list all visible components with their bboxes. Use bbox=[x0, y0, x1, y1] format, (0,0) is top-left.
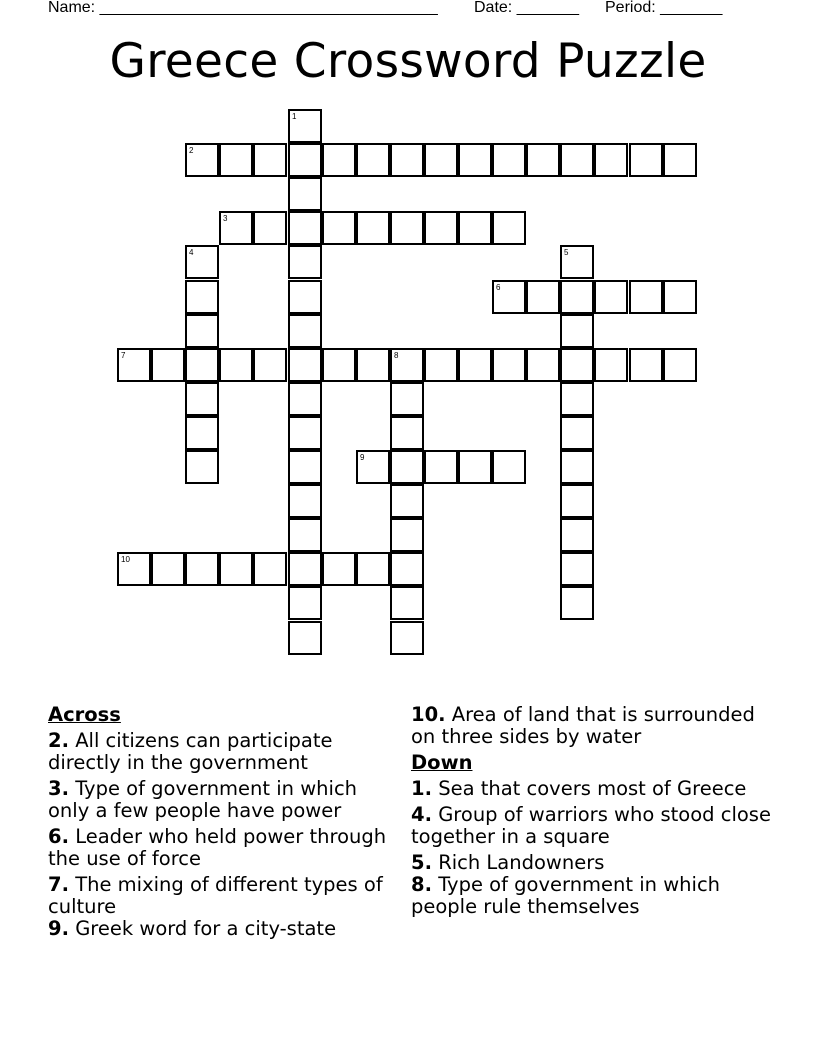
crossword-cell[interactable] bbox=[390, 621, 424, 655]
crossword-cell[interactable] bbox=[594, 280, 628, 314]
crossword-cell[interactable] bbox=[288, 552, 322, 586]
crossword-cell[interactable] bbox=[560, 280, 594, 314]
crossword-cell[interactable] bbox=[390, 382, 424, 416]
crossword-cell[interactable] bbox=[185, 280, 219, 314]
clue-down-5 bbox=[411, 852, 781, 874]
crossword-cell[interactable] bbox=[390, 211, 424, 245]
clue-text: Type of government in which people rule themselves bbox=[411, 873, 721, 918]
clue-number: 1. bbox=[411, 777, 432, 800]
crossword-cell[interactable] bbox=[288, 621, 322, 655]
crossword-cell[interactable] bbox=[390, 348, 424, 382]
clue-number: 3. bbox=[48, 777, 69, 800]
clues-right-column bbox=[411, 704, 781, 922]
clue-number: 7. bbox=[48, 873, 69, 896]
crossword-cell[interactable] bbox=[390, 552, 424, 586]
crossword-cell[interactable] bbox=[288, 143, 322, 177]
crossword-cell[interactable] bbox=[322, 348, 356, 382]
crossword-cell[interactable] bbox=[424, 450, 458, 484]
crossword-cell[interactable] bbox=[185, 348, 219, 382]
crossword-cell[interactable] bbox=[288, 484, 322, 518]
cell-number: 8 bbox=[394, 351, 399, 360]
clue-number: 2. bbox=[48, 729, 69, 752]
crossword-cell[interactable] bbox=[185, 450, 219, 484]
crossword-cell[interactable] bbox=[560, 484, 594, 518]
crossword-cell[interactable] bbox=[288, 314, 322, 348]
clue-across-10 bbox=[411, 704, 781, 748]
crossword-cell[interactable] bbox=[322, 211, 356, 245]
cell-number: 4 bbox=[189, 248, 194, 257]
crossword-cell[interactable] bbox=[185, 382, 219, 416]
crossword-cell[interactable] bbox=[219, 211, 253, 245]
clue-text: All citizens can participate directly in the government bbox=[48, 729, 333, 774]
crossword-cell[interactable] bbox=[458, 450, 492, 484]
crossword-cell[interactable] bbox=[560, 586, 594, 620]
cell-number: 1 bbox=[292, 112, 297, 121]
crossword-cell[interactable] bbox=[629, 143, 663, 177]
clue-number: 5. bbox=[411, 851, 432, 874]
crossword-cell[interactable] bbox=[663, 348, 697, 382]
clue-down-8 bbox=[411, 874, 781, 918]
cell-number: 3 bbox=[223, 214, 228, 223]
crossword-cell[interactable] bbox=[560, 143, 594, 177]
crossword-cell[interactable] bbox=[185, 314, 219, 348]
cell-number: 10 bbox=[121, 555, 130, 564]
clue-text: Greek word for a city-state bbox=[75, 917, 337, 940]
clues-left-column bbox=[48, 704, 388, 944]
crossword-cell[interactable] bbox=[117, 348, 151, 382]
crossword-cell[interactable] bbox=[356, 348, 390, 382]
crossword-cell[interactable] bbox=[288, 211, 322, 245]
crossword-cell[interactable] bbox=[594, 348, 628, 382]
clue-number: 8. bbox=[411, 873, 432, 896]
clue-text: The mixing of different types of culture bbox=[48, 873, 383, 918]
crossword-cell[interactable] bbox=[151, 348, 185, 382]
crossword-cell[interactable] bbox=[356, 450, 390, 484]
crossword-cell[interactable] bbox=[526, 143, 560, 177]
across-heading: Across bbox=[48, 703, 121, 726]
crossword-cell[interactable] bbox=[219, 143, 253, 177]
clue-text: Sea that covers most of Greece bbox=[438, 777, 747, 800]
crossword-cell[interactable] bbox=[560, 382, 594, 416]
crossword-cell[interactable] bbox=[356, 211, 390, 245]
crossword-cell[interactable] bbox=[492, 450, 526, 484]
clue-across-9 bbox=[48, 918, 388, 940]
crossword-cell[interactable] bbox=[560, 245, 594, 279]
down-heading: Down bbox=[411, 751, 473, 774]
crossword-cell[interactable] bbox=[253, 211, 287, 245]
crossword-cell[interactable] bbox=[458, 211, 492, 245]
crossword-cell[interactable] bbox=[288, 280, 322, 314]
crossword-cell[interactable] bbox=[288, 382, 322, 416]
crossword-cell[interactable] bbox=[151, 552, 185, 586]
crossword-cell[interactable] bbox=[288, 348, 322, 382]
crossword-cell[interactable] bbox=[390, 484, 424, 518]
crossword-cell[interactable] bbox=[458, 143, 492, 177]
cell-number: 7 bbox=[121, 351, 126, 360]
cell-number: 6 bbox=[496, 283, 501, 292]
cell-number: 9 bbox=[360, 453, 365, 462]
crossword-cell[interactable] bbox=[253, 348, 287, 382]
crossword-cell[interactable] bbox=[288, 245, 322, 279]
crossword-cell[interactable] bbox=[288, 177, 322, 211]
clue-across-7 bbox=[48, 874, 388, 918]
crossword-cell[interactable] bbox=[492, 211, 526, 245]
name-field[interactable]: Name: ______________________________________ bbox=[48, 0, 438, 16]
crossword-cell[interactable] bbox=[288, 518, 322, 552]
crossword-cell[interactable] bbox=[288, 450, 322, 484]
crossword-cell[interactable] bbox=[390, 450, 424, 484]
crossword-cell[interactable] bbox=[390, 586, 424, 620]
crossword-cell[interactable] bbox=[560, 348, 594, 382]
crossword-cell[interactable] bbox=[390, 143, 424, 177]
clue-text: Rich Landowners bbox=[438, 851, 605, 874]
clue-down-1 bbox=[411, 778, 781, 800]
clue-text: Area of land that is surrounded on three sides by water bbox=[411, 703, 755, 748]
crossword-cell[interactable] bbox=[219, 552, 253, 586]
crossword-cell[interactable] bbox=[560, 552, 594, 586]
crossword-cell[interactable] bbox=[492, 280, 526, 314]
clue-across-6 bbox=[48, 826, 388, 870]
crossword-cell[interactable] bbox=[185, 245, 219, 279]
clue-number: 4. bbox=[411, 803, 432, 826]
clue-across-3 bbox=[48, 778, 388, 822]
date-field[interactable]: Date: _______ bbox=[474, 0, 579, 16]
period-field[interactable]: Period: _______ bbox=[605, 0, 723, 16]
page-title: Greece Crossword Puzzle bbox=[109, 34, 707, 89]
clue-number: 10. bbox=[411, 703, 446, 726]
crossword-cell[interactable] bbox=[219, 348, 253, 382]
crossword-cell[interactable] bbox=[526, 348, 560, 382]
crossword-cell[interactable] bbox=[424, 143, 458, 177]
crossword-cell[interactable] bbox=[560, 518, 594, 552]
crossword-cell[interactable] bbox=[288, 109, 322, 143]
crossword-cell[interactable] bbox=[117, 552, 151, 586]
crossword-cell[interactable] bbox=[458, 348, 492, 382]
crossword-cell[interactable] bbox=[390, 416, 424, 450]
cell-number: 5 bbox=[564, 248, 569, 257]
crossword-cell[interactable] bbox=[322, 552, 356, 586]
crossword-cell[interactable] bbox=[424, 211, 458, 245]
crossword-cell[interactable] bbox=[663, 143, 697, 177]
crossword-cell[interactable] bbox=[560, 416, 594, 450]
crossword-cell[interactable] bbox=[390, 518, 424, 552]
crossword-cell[interactable] bbox=[560, 314, 594, 348]
cell-number: 2 bbox=[189, 146, 194, 155]
crossword-cell[interactable] bbox=[356, 552, 390, 586]
clue-number: 9. bbox=[48, 917, 69, 940]
clue-text: Type of government in which only a few people have power bbox=[48, 777, 358, 822]
crossword-cell[interactable] bbox=[253, 143, 287, 177]
clue-text: Leader who held power through the use of force bbox=[48, 825, 387, 870]
crossword-cell[interactable] bbox=[185, 552, 219, 586]
clue-number: 6. bbox=[48, 825, 69, 848]
crossword-cell[interactable] bbox=[288, 586, 322, 620]
crossword-cell[interactable] bbox=[356, 143, 390, 177]
crossword-cell[interactable] bbox=[526, 280, 560, 314]
crossword-cell[interactable] bbox=[185, 143, 219, 177]
crossword-cell[interactable] bbox=[560, 450, 594, 484]
crossword-cell[interactable] bbox=[185, 416, 219, 450]
crossword-cell[interactable] bbox=[492, 348, 526, 382]
crossword-cell[interactable] bbox=[322, 143, 356, 177]
crossword-cell[interactable] bbox=[492, 143, 526, 177]
crossword-cell[interactable] bbox=[629, 280, 663, 314]
crossword-cell[interactable] bbox=[253, 552, 287, 586]
crossword-cell[interactable] bbox=[424, 348, 458, 382]
clue-text: Group of warriors who stood close together in a square bbox=[411, 803, 771, 848]
clue-across-2 bbox=[48, 730, 388, 774]
clue-down-4 bbox=[411, 804, 781, 848]
crossword-cell[interactable] bbox=[663, 280, 697, 314]
crossword-cell[interactable] bbox=[288, 416, 322, 450]
crossword-cell[interactable] bbox=[594, 143, 628, 177]
crossword-cell[interactable] bbox=[629, 348, 663, 382]
